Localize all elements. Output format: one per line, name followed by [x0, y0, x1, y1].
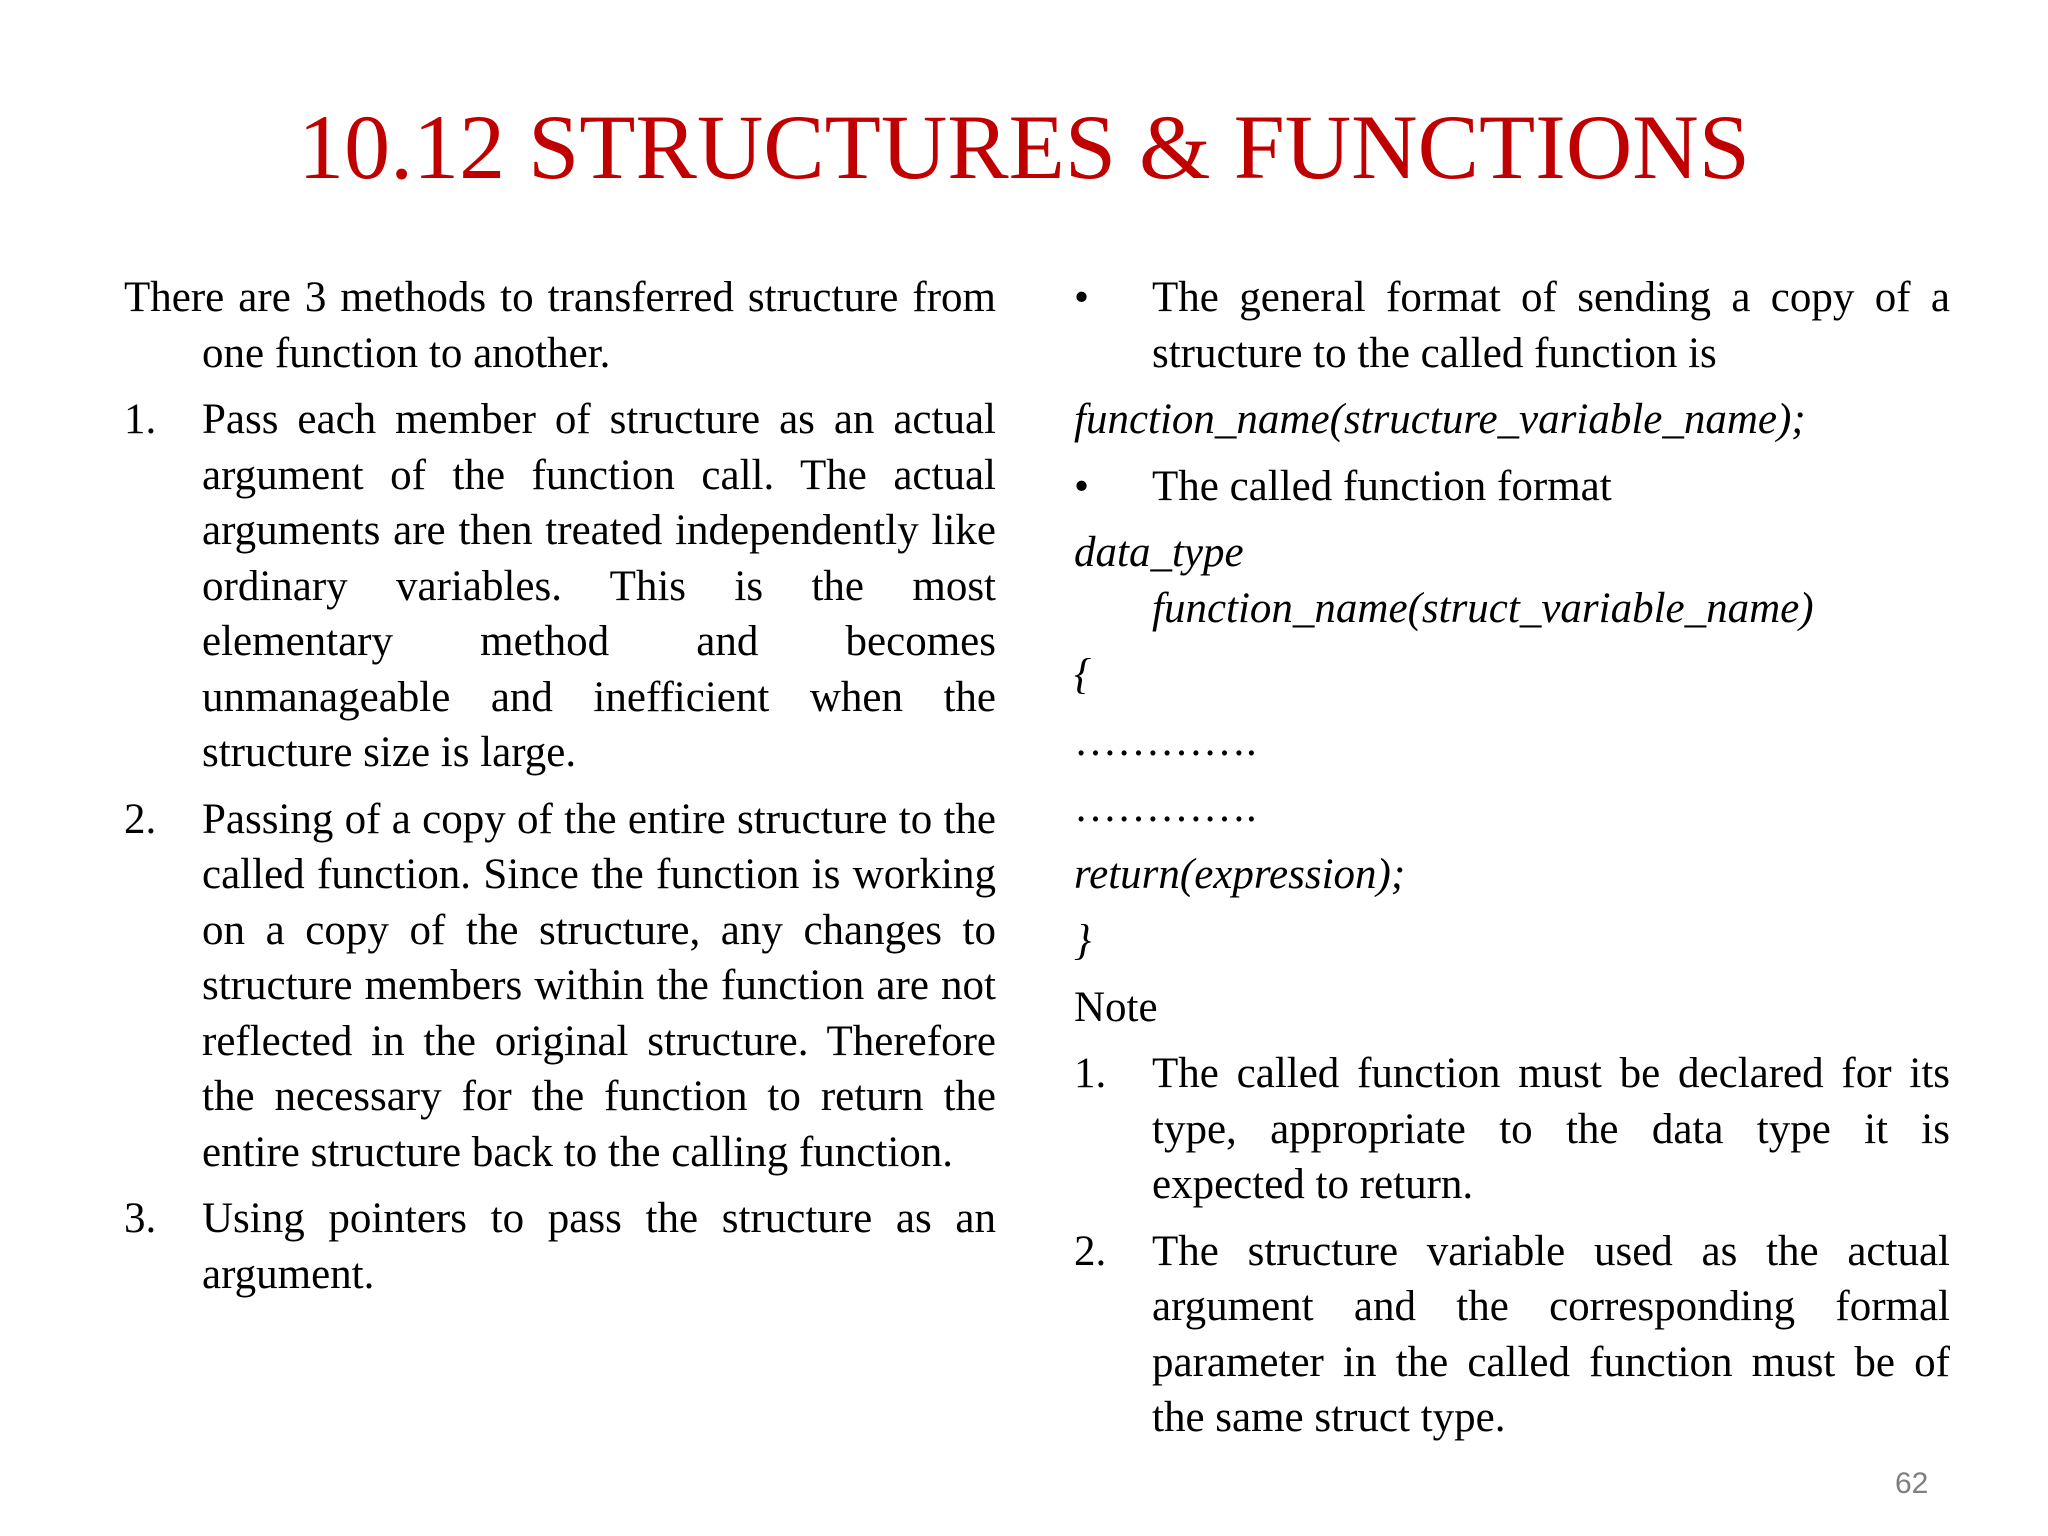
- list-item-text: Passing of a copy of the entire structure to the called function. Since the function is working on a copy of the structure, any changes to structure members within the function are not reflected in the original structure. Therefore the necessary for the function to return the entire structure back to the calling function.: [202, 795, 996, 1176]
- bullet-item: [1074, 270, 1950, 381]
- note-marker: 2.: [1074, 1227, 1107, 1275]
- intro-paragraph: There are 3 methods to transferred structure from one function to another.: [124, 274, 996, 377]
- code-close-brace: }: [1074, 917, 1092, 964]
- slide-title: 10.12 STRUCTURES & FUNCTIONS: [298, 96, 1750, 198]
- list-item: [124, 392, 996, 781]
- list-item-text: Pass each member of structure as an actual argument of the function call. The actual arguments are then treated independently like ordinary variables. This is the most elementary method and becomes unmanageable and inefficient when the structure size is large.: [202, 396, 996, 776]
- code-ellipsis: ………….: [1074, 717, 1257, 765]
- note-item: [1074, 1046, 1950, 1213]
- code-function-signature: function_name(struct_variable_name): [1152, 584, 1814, 632]
- note-item: [1074, 1224, 1950, 1446]
- list-marker: 2.: [124, 795, 157, 843]
- bullet-marker: •: [1074, 462, 1090, 510]
- left-column: [124, 270, 996, 1302]
- list-marker: 1.: [124, 396, 157, 443]
- bullet-item: [1074, 459, 1950, 515]
- list-item: [124, 792, 996, 1181]
- page-number: 62: [1895, 1467, 1929, 1500]
- note-text: The called function must be declared for its type, appropriate to the data type it is expected to return.: [1152, 1050, 1950, 1208]
- list-item: [124, 1191, 996, 1302]
- list-item-text: Using pointers to pass the structure as an argument.: [202, 1195, 996, 1298]
- bullet-text: The called function format: [1152, 462, 1612, 510]
- code-return-statement: return(expression);: [1074, 850, 1406, 898]
- code-return-type: data_type: [1074, 529, 1244, 576]
- note-text: The structure variable used as the actual argument and the corresponding formal parameter in the called function must be of the same struct type.: [1152, 1227, 1950, 1441]
- right-column: [1074, 270, 1950, 1446]
- bullet-marker: •: [1074, 274, 1090, 321]
- note-marker: 1.: [1074, 1050, 1107, 1097]
- code-ellipsis: ………….: [1074, 784, 1257, 831]
- bullet-text: The general format of sending a copy of a structure to the called function is: [1152, 274, 1950, 377]
- code-open-brace: {: [1074, 651, 1092, 698]
- call-syntax: function_name(structure_variable_name);: [1074, 396, 1806, 443]
- list-marker: 3.: [124, 1195, 157, 1242]
- note-label: Note: [1074, 983, 1158, 1031]
